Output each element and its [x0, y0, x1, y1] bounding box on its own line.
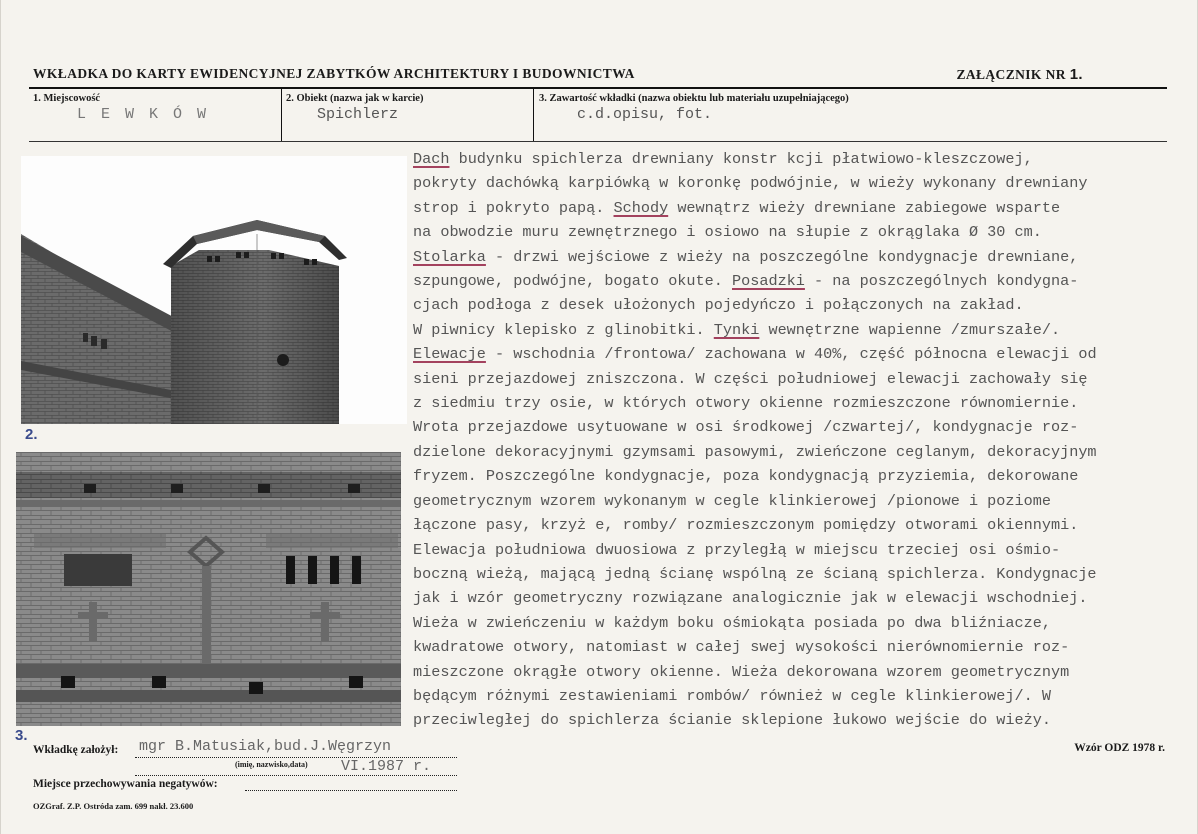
text-line — [413, 318, 1173, 342]
heading-plaster: Tynki — [713, 320, 760, 339]
text-line: boczną wieżą, mającą jedną ścianę wspólną ze ścianą spichlerza. Kondygnacje — [413, 564, 1097, 583]
heading-roof: Dach — [413, 150, 450, 168]
text-line — [413, 342, 1173, 366]
text-line: łączone pasy, krzyż e, romby/ rozmieszczonym pomiędzy otworami okiennymi. — [413, 516, 1079, 535]
text-run: strop i pokryto papą. — [413, 198, 614, 217]
text-line — [413, 196, 1173, 220]
text-run: wewnętrzne wapienne /zmurszałe/. — [759, 320, 1061, 339]
text-line: Wieża w zwieńczeniu w każdym boku ośmiokąta posiada po dwa bliźniacze, — [413, 613, 1051, 632]
text-line: z siedmiu trzy osie, w których otwory okienne rozmieszczone równomiernie. — [413, 394, 1079, 413]
heading-joinery: Stolarka — [413, 247, 486, 266]
print-info: OZGraf. Z.P. Ostróda zam. 699 nakł. 23.600 — [33, 801, 194, 811]
storage-dotted-line — [245, 790, 457, 791]
fields-divider-2 — [533, 89, 534, 142]
text-run: szpungowe, podwójne, bogato okute. — [413, 272, 732, 291]
annex-label — [956, 66, 1083, 83]
text-run: W piwnicy klepisko z glinobitki. — [413, 320, 714, 339]
field-content-label: 3. Zawartość wkładki (nazwa obiektu lub materiału uzupełniającego) — [539, 93, 849, 104]
fields-bottom-rule — [29, 141, 1167, 142]
photo-tower — [21, 156, 407, 424]
field-content-value: c.d.opisu, fot. — [577, 106, 713, 123]
field-locality-label: 1. Miejscowość — [33, 93, 101, 104]
text-line: dzielone dekoracyjnymi gzymsami pasowymi, zwieńczone ceglanym, dekoracyjnym — [413, 442, 1097, 461]
text-line: cjach podłoga z desek ułożonych pojedyńczo i połączonych na zakład. — [413, 296, 1024, 315]
field-object-value: Spichlerz — [317, 106, 399, 123]
text-line: przeciwległej do spichlerza ścianie sklepione łukowo wejście do wieży. — [413, 711, 1051, 730]
template-label: Wzór ODZ 1978 r. — [1074, 742, 1165, 754]
text-line — [413, 245, 1173, 269]
text-run: - drzwi wejściowe z wieży na poszczególne kondygnacje drewniane, — [485, 247, 1079, 266]
storage-label: Miejsce przechowywania negatywów: — [33, 778, 218, 790]
text-line — [413, 147, 1173, 171]
text-line: jak i wzór geometryczny rozwiązane analogicznie jak w elewacji wschodniej. — [413, 589, 1088, 608]
text-line: sieni przejazdowej zniszczona. W części południowej elewacji zachowały się — [413, 369, 1088, 388]
text-run: - wschodnia /frontowa/ zachowana w 40%, część północna elewacji od — [485, 345, 1097, 364]
text-line: pokryty dachówką karpiówką w koronkę podwójnie, w wieży wykonany drewniany — [413, 174, 1088, 193]
heading-elevations: Elewacje — [413, 345, 486, 364]
text-line: geometrycznym wzorem wykonanym w cegle klinkierowej /pionowe i poziome — [413, 491, 1051, 510]
text-run: budynku spichlerza drewniany konstr kcji płatwiowo-kleszczowej, — [449, 150, 1033, 168]
date-dotted-line — [135, 775, 457, 776]
photo-wall — [16, 452, 401, 726]
text-run: wewnątrz wieży drewniane zabiegowe wsparte — [668, 198, 1061, 217]
text-line: będącym różnymi zestawieniami rombów/ również w cegle klinkierowej/. W — [413, 686, 1051, 705]
text-line — [413, 269, 1173, 293]
text-line: Elewacja południowa dwuosiowa z przyległą w miejscu trzeciej osi ośmio- — [413, 540, 1061, 559]
field-object-label: 2. Obiekt (nazwa jak w karcie) — [286, 93, 424, 104]
description-text — [413, 147, 1173, 733]
card-title: WKŁADKA DO KARTY EWIDENCYJNEJ ZABYTKÓW ARCHITEKTURY I BUDOWNICTWA — [33, 66, 635, 81]
author-hint: (imię, nazwisko,data) — [235, 760, 308, 769]
heading-floors: Posadzki — [732, 272, 805, 291]
text-line: kwadratowe otwory, natomiast w całej swej wysokości nierównomiernie roz- — [413, 638, 1070, 657]
field-locality-value: L E W K Ó W — [77, 106, 210, 123]
author-label: Wkładkę założył: — [33, 744, 119, 756]
text-line: fryzem. Poszczególne kondygnacje, poza kondygnacją przyziemia, dekorowane — [413, 467, 1079, 486]
fields-divider-1 — [281, 89, 282, 142]
text-line: na obwodzie muru zewnętrznego i osiowo na słupie z okrąglaka Ø 30 cm. — [413, 223, 1042, 242]
text-line: Wrota przejazdowe usytuowane w osi środkowej /czwartej/, kondygnacje roz- — [413, 418, 1079, 437]
date-value: VI.1987 r. — [341, 758, 432, 775]
annex-label-text: ZAŁĄCZNIK NR — [956, 67, 1066, 82]
header-rule — [29, 87, 1167, 89]
author-value: mgr B.Matusiak,bud.J.Węgrzyn — [139, 738, 392, 755]
text-line: mieszczone okrągłe otwory okienne. Wieża dekorowana wzorem geometrycznym — [413, 662, 1070, 681]
annex-number: 1. — [1069, 66, 1083, 83]
photo-tower-number: 2. — [25, 426, 38, 443]
photo-wall-number: 3. — [15, 727, 28, 744]
text-run: - na poszczególnych kondygna- — [804, 272, 1079, 291]
heading-stairs: Schody — [613, 198, 669, 217]
